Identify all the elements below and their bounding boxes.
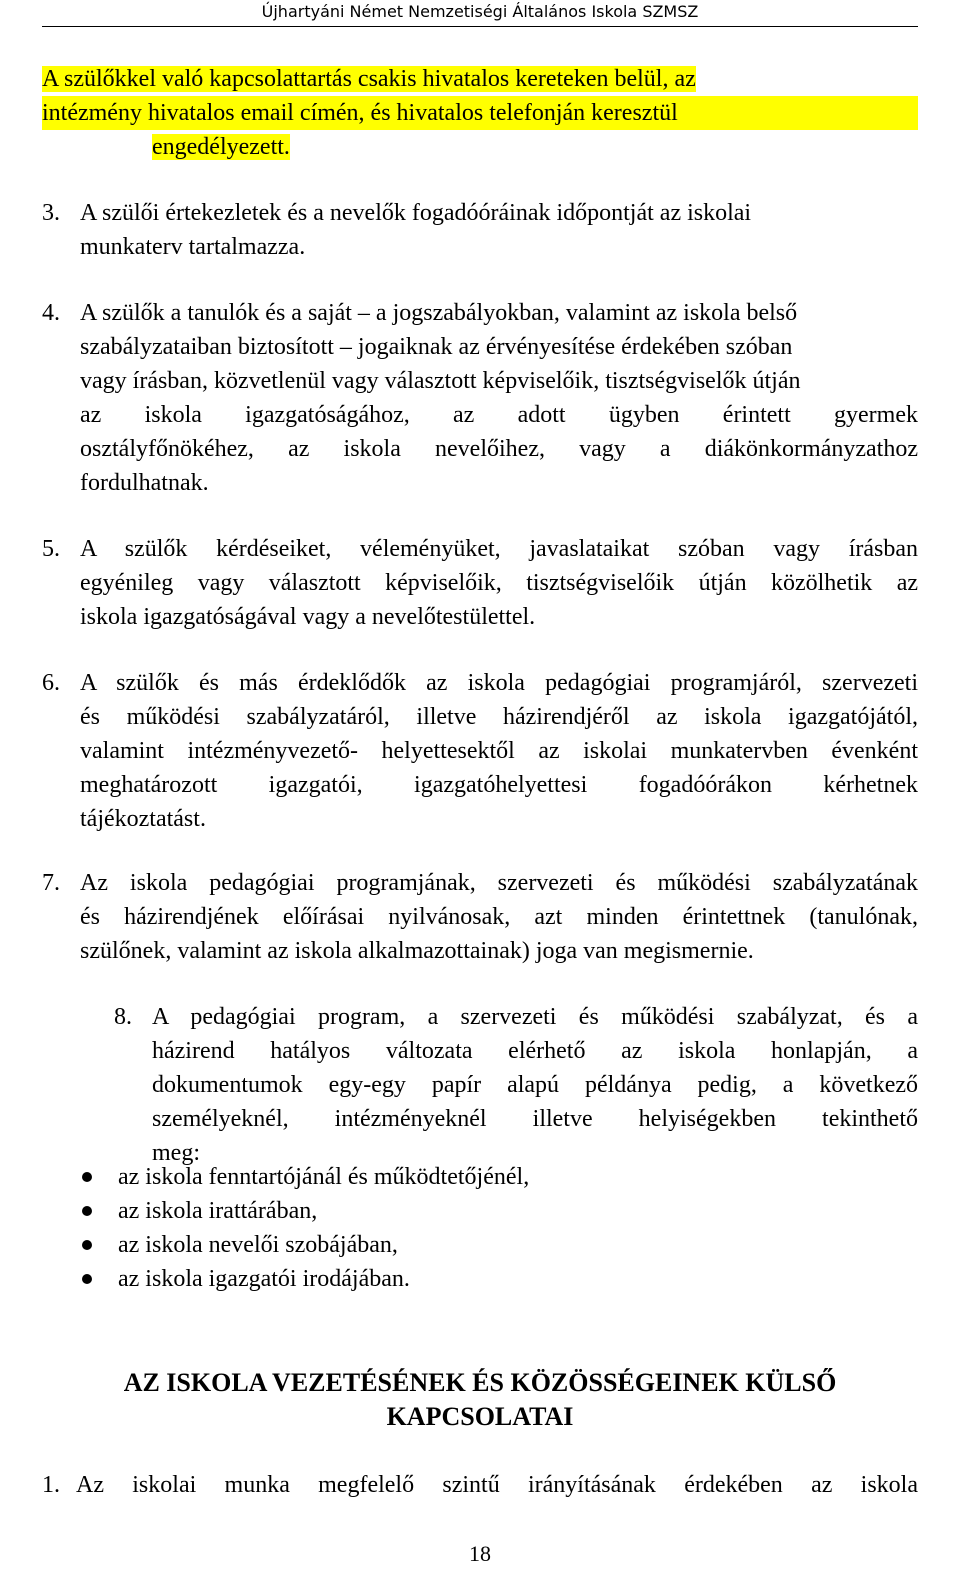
list-number: 5. [42, 536, 60, 562]
bullet-text: az iskola irattárában, [118, 1198, 318, 1224]
bullet-text: az iskola fenntartójánál és működtetőjénél, [118, 1164, 530, 1190]
section-heading-line: KAPCSOLATAI [386, 1402, 574, 1431]
list-item [42, 1194, 922, 1228]
list-line: vagy írásban, közvetlenül vagy választott képviselőik, tisztségviselők útján [80, 368, 801, 394]
list-line: az iskola igazgatóságához, az adott ügyben érintett gyermek [80, 402, 918, 428]
list-line: iskola igazgatóságával vagy a nevelőtestülettel. [80, 604, 536, 630]
list-number: 7. [42, 870, 60, 896]
list-line: szabályzataiban biztosított – jogaiknak az érvényesítése érdekében szóban [80, 334, 793, 360]
list-number: 4. [42, 300, 60, 326]
list-line: valamint intézményvezető- helyettesektől az iskolai munkatervben évenként [80, 738, 918, 764]
bullet-icon [82, 1206, 92, 1216]
list-line: és házirendjének előírásai nyilvánosak, azt minden érintettnek (tanulónak, [80, 904, 918, 930]
list-line: dokumentumok egy-egy papír alapú példánya pedig, a következő [152, 1072, 918, 1098]
header-title: Újhartyáni Német Nemzetiségi Általános Iskola SZMSZ [261, 2, 699, 21]
list-line: házirend hatályos változata elérhető az iskola honlapján, a [152, 1038, 918, 1064]
list-line: fordulhatnak. [80, 470, 209, 496]
list-line: A szülők és más érdeklődők az iskola pedagógiai programjáról, szervezeti [80, 670, 918, 696]
list-number: 6. [42, 670, 60, 696]
list-number: 3. [42, 200, 60, 226]
list-line: Az iskola pedagógiai programjának, szervezeti és működési szabályzatának [80, 870, 918, 896]
list-line: meg: [152, 1140, 200, 1166]
page-header [0, 0, 960, 26]
list-line: meghatározott igazgatói, igazgatóhelyettesi fogadóórákon kérhetnek [80, 772, 918, 798]
intro-line: A szülőkkel való kapcsolattartás csakis hivatalos kereteken belül, az [42, 66, 696, 92]
bullet-text: az iskola igazgatói irodájában. [118, 1266, 410, 1292]
intro-line: engedélyezett. [152, 134, 290, 160]
bullet-icon [82, 1172, 92, 1182]
list-line: és működési szabályzatáról, illetve házirendjéről az iskola igazgatójától, [80, 704, 918, 730]
list-line: Az iskolai munka megfelelő szintű irányításának érdekében az iskola [76, 1472, 918, 1498]
list-item [42, 1160, 922, 1194]
section-heading-line: AZ ISKOLA VEZETÉSÉNEK ÉS KÖZÖSSÉGEINEK KÜLSŐ [123, 1368, 837, 1397]
header-divider [42, 26, 918, 27]
list-number: 1. [42, 1472, 60, 1498]
list-line: tájékoztatást. [80, 806, 206, 832]
list-line: szülőnek, valamint az iskola alkalmazottainak) joga van megismernie. [80, 938, 754, 964]
section-heading [42, 1366, 918, 1434]
list-line: személyeknél, intézményeknél illetve helyiségekben tekinthető [152, 1106, 918, 1132]
list-line: A szülők kérdéseiket, véleményüket, javaslataikat szóban vagy írásban [80, 536, 918, 562]
list-line: osztályfőnökéhez, az iskola nevelőihez, vagy a diákönkormányzathoz [80, 436, 918, 462]
bullet-text: az iskola nevelői szobájában, [118, 1232, 398, 1258]
location-list [42, 1160, 922, 1296]
list-item [42, 1262, 922, 1296]
page-number: 18 [469, 1541, 491, 1566]
intro-line: intézmény hivatalos email címén, és hivatalos telefonján keresztül [42, 96, 918, 130]
list-line: A szülői értekezletek és a nevelők fogadóóráinak időpontját az iskolai [80, 200, 752, 226]
list-line: munkaterv tartalmazza. [80, 234, 306, 260]
list-line: A pedagógiai program, a szervezeti és működési szabályzat, és a [152, 1004, 918, 1030]
intro-paragraph [42, 62, 918, 164]
bullet-icon [82, 1274, 92, 1284]
bullet-icon [82, 1240, 92, 1250]
list-number: 8. [114, 1004, 132, 1030]
list-item [42, 1228, 922, 1262]
list-line: A szülők a tanulók és a saját – a jogszabályokban, valamint az iskola belső [80, 300, 798, 326]
list-line: egyénileg vagy választott képviselőik, tisztségviselőik útján közölhetik az [80, 570, 918, 596]
